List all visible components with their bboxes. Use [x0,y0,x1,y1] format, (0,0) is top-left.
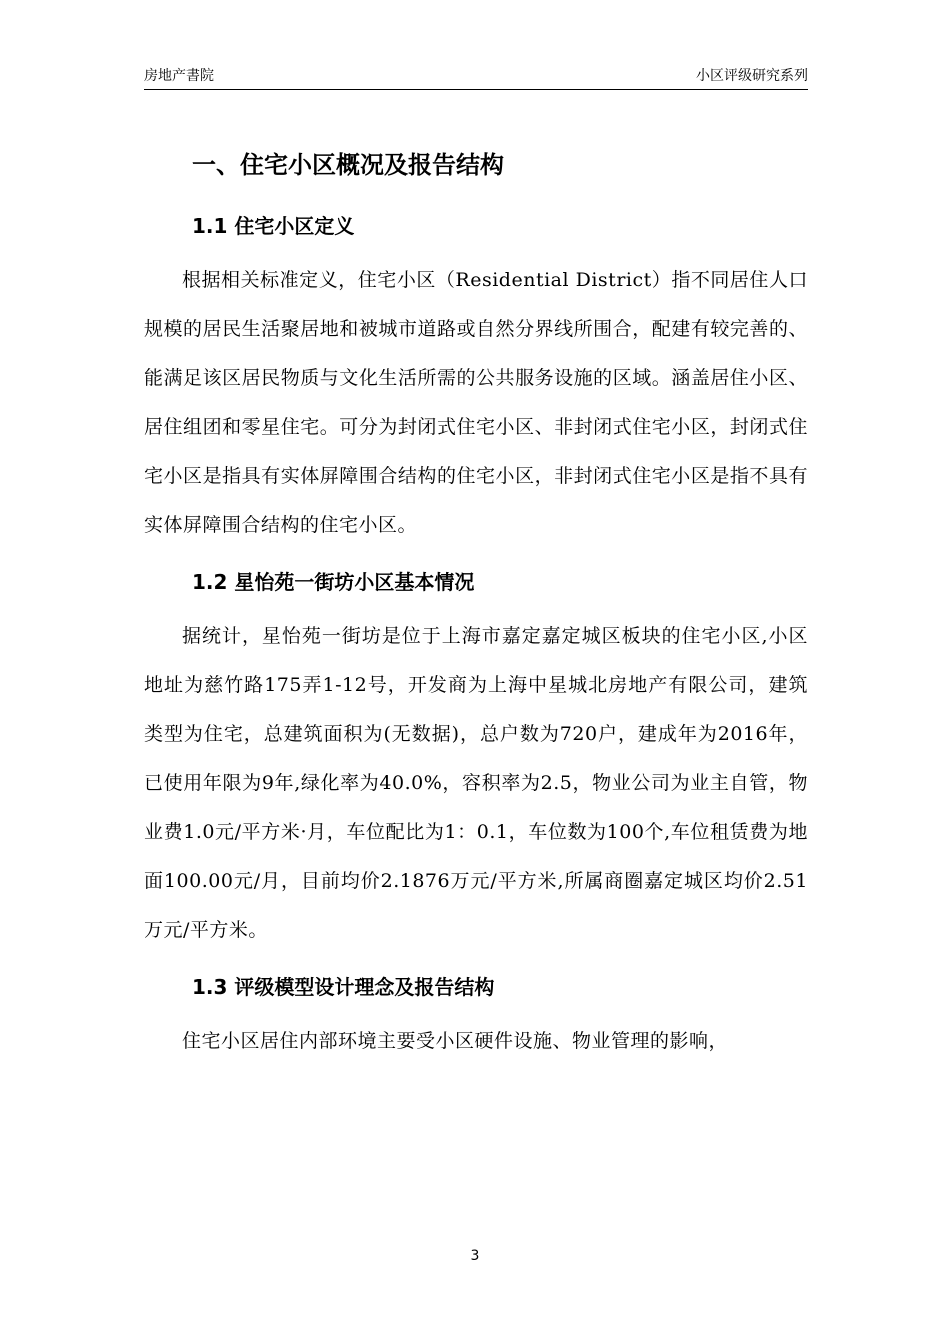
header-publisher: 房地产書院 [144,68,214,84]
section-heading-1-1: 1.1 住宅小区定义 [192,214,355,238]
section-paragraph-1-1: 根据相关标准定义，住宅小区（Residential District）指不同居住人口规模的居民生活聚居地和被城市道路或自然分界线所围合，配建有较完善的、能满足该区居民物质与文化生活所需的公共服务设施的区域。涵盖居住小区、居住组团和零星住宅。可分为封闭式住宅小区、非封闭式住宅小区，封闭式住宅小区是指具有实体屏障围合结构的住宅小区，非封闭式住宅小区是指不具有实体屏障围合结构的住宅小区。 [144,269,808,536]
page-body [144,140,808,1066]
section-heading-1-2: 1.2 星怡苑一街坊小区基本情况 [192,570,475,594]
page-number: 3 [470,1248,480,1264]
chapter-title: 一、住宅小区概况及报告结构 [192,151,504,179]
header-divider [144,89,808,90]
header-series: 小区评级研究系列 [696,68,808,84]
section-paragraph-1-3: 住宅小区居住内部环境主要受小区硬件设施、物业管理的影响， [182,1030,729,1052]
section-paragraph-1-2: 据统计，星怡苑一街坊是位于上海市嘉定嘉定城区板块的住宅小区,小区地址为慈竹路175弄1-12号，开发商为上海中星城北房地产有限公司，建筑类型为住宅，总建筑面积为(无数据)，总户数为720户，建成年为2016年，已使用年限为9年,绿化率为40.0%，容积率为2.5，物业公司为业主自管，物业费1.0元/平方米·月，车位配比为1：0.1，车位数为100个,车位租赁费为地面100.00元/月，目前均价2.1876万元/平方米,所属商圈嘉定城区均价2.51万元/平方米。 [144,625,808,941]
section-heading-1-3: 1.3 评级模型设计理念及报告结构 [192,975,495,999]
page-header [144,66,808,90]
